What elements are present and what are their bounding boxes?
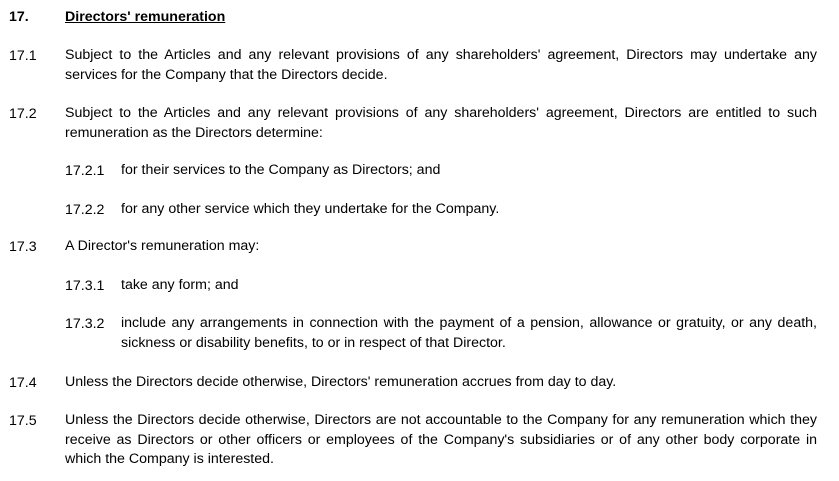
clause-text: Unless the Directors decide otherwise, Directors are not accountable to the Company for any remuneration which they receive as Directors or other officers or employees of the Company's subsidiaries or of any other body corporate in which the Company is interested.	[65, 412, 817, 467]
clause-text: Subject to the Articles and any relevant provisions of any shareholders' agreement, Directors are entitled to such remuneration as the Directors determine:	[65, 105, 817, 141]
clause-number: 17.3	[9, 239, 37, 255]
clause-text: Unless the Directors decide otherwise, Directors' remuneration accrues from day to day.	[65, 374, 617, 390]
clause-text: Subject to the Articles and any relevant provisions of any shareholders' agreement, Directors may undertake any services for the Company that the Directors decide.	[65, 47, 817, 83]
section-number: 17.	[9, 9, 29, 25]
subclause-number: 17.3.2	[65, 316, 105, 332]
clause-number: 17.2	[9, 106, 37, 122]
subclause-text: take any form; and	[121, 277, 239, 293]
subclause-text: include any arrangements in connection with the payment of a pension, allowance or gratuity, or any death, sickness or disability benefits, to or in respect of that Director.	[121, 315, 817, 351]
section-title: Directors' remuneration	[65, 9, 226, 25]
subclause-text: for any other service which they undertake for the Company.	[121, 201, 500, 217]
subclause-number: 17.2.1	[65, 163, 105, 179]
subclause-text: for their services to the Company as Directors; and	[121, 162, 441, 178]
clause-number: 17.5	[9, 413, 37, 429]
subclause-number: 17.2.2	[65, 202, 105, 218]
clause-number: 17.4	[9, 375, 37, 391]
clause-text: A Director's remuneration may:	[65, 238, 260, 254]
subclause-number: 17.3.1	[65, 278, 105, 294]
clause-number: 17.1	[9, 48, 37, 64]
